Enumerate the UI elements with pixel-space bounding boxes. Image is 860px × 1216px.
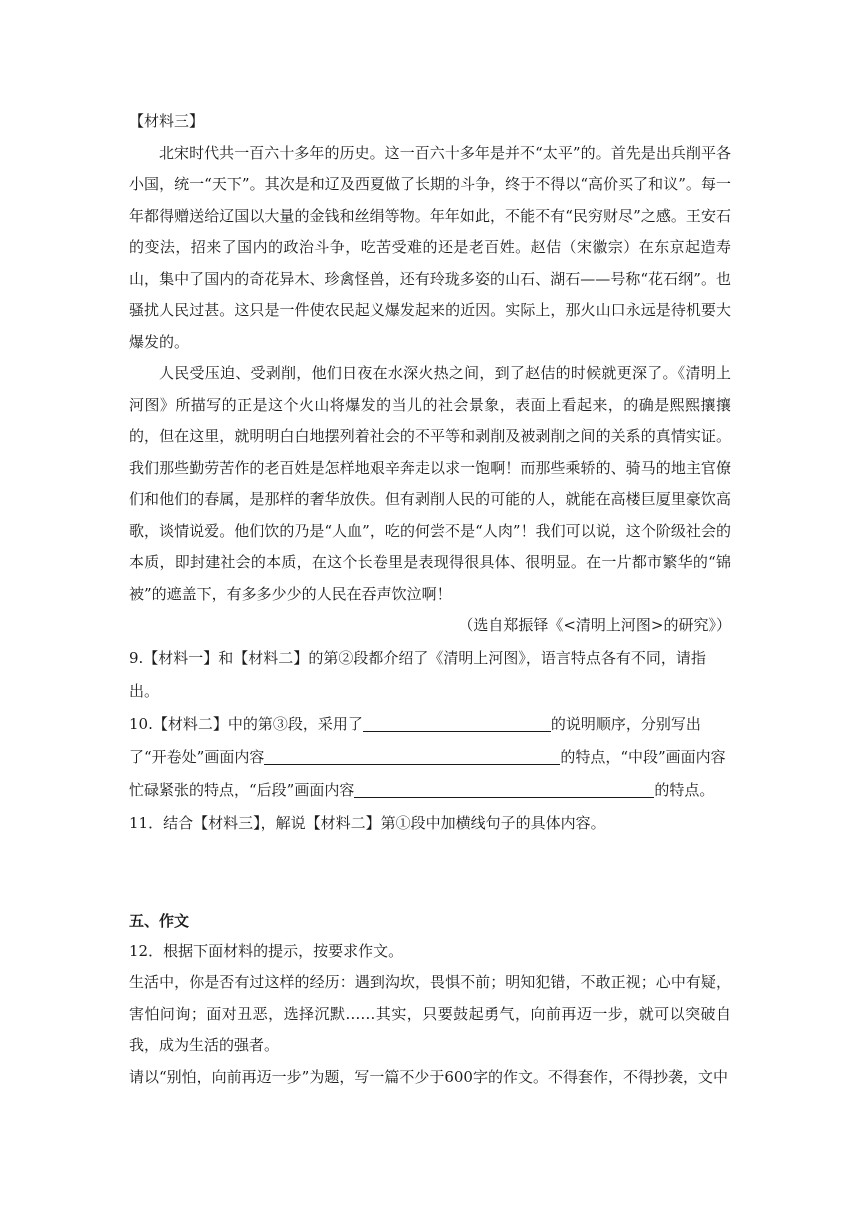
question-12: 12．根据下面材料的提示，按要求作文。: [129, 941, 404, 960]
composition-prompt: 生活中，你是否有过这样的经历：遇到沟坎，畏惧不前；明知犯错，不敢正视；心中有疑，害怕问询；面对丑恶，选择沉默……其实，只要鼓起勇气，向前再迈一步，就可以突破自我，成为生活的强者。: [129, 973, 731, 1054]
composition-requirement: 请以“别怕，向前再迈一步”为题，写一篇不少于600字的作文。不得套作，不得抄袭，文中: [129, 1067, 728, 1086]
question-10-part-a: 10.【材料二】中的第③段，采用了: [129, 714, 363, 733]
answer-blank-2[interactable]: [264, 746, 560, 765]
composition-heading: 五、作文: [129, 911, 190, 930]
question-10-part-c: 的特点，“中段”画面内容忙碌紧张的特点，“后段”画面内容: [129, 747, 726, 799]
answer-space: [129, 840, 731, 906]
material3-paragraph-1: 北宋时代共一百六十多年的历史。这一百六十多年是并不“太平”的。首先是出兵削平各小国，统一“天下”。其次是和辽及西夏做了长期的斗争，终于不得以“高价买了和议”。每一年都得赠送给辽国以大量的金钱和丝绢等物。年年如此，不能不有“民穷财尽”之感。王安石的变法，招来了国内的政治斗争，吃苦受难的还是老百姓。赵佶（宋徽宗）在东京起造寿山，集中了国内的奇花异木、珍禽怪兽，还有玲珑多姿的山石、湖石——号称“花石纲”。也骚扰人民过甚。这只是一件使农民起义爆发起来的近因。实际上，那火山口永远是待机要大爆发的。: [129, 143, 731, 351]
question-10-part-b: 的说明顺序，分别写出了“开卷处”画面内容: [129, 714, 701, 766]
question-10: [129, 708, 731, 807]
question-9: 9.【材料一】和【材料二】的第②段都介绍了《清明上河图》，语言特点各有不同，请指出。: [129, 648, 706, 700]
material3-heading: 【材料三】: [129, 112, 205, 130]
document-content: [129, 106, 731, 1093]
answer-blank-3[interactable]: [354, 779, 654, 798]
material3-paragraph-2: 人民受压迫、受剥削，他们日夜在水深火热之间，到了赵佶的时候就更深了。《清明上河图》所描写的正是这个火山将爆发的当儿的社会景象，表面上看起来，的确是熙熙攘攘的，但在这里，就明明白白地摆列着社会的不平等和剥削及被剥削之间的关系的真情实证。我们那些勤劳苦作的老百姓是怎样地艰辛奔走以求一饱啊！而那些乘轿的、骑马的地主官僚们和他们的春属，是那样的奢华放佚。但有剥削人民的可能的人，就能在高楼巨厦里豪饮高歌，谈情说爱。他们饮的乃是“人血”，吃的何尝不是“人肉”！我们可以说，这个阶级社会的本质，即封建社会的本质，在这个长卷里是表现得很具体、很明显。在一片都市繁华的“锦被”的遮盖下，有多多少少的人民在吞声饮泣啊！: [129, 364, 731, 603]
question-10-part-d: 的特点。: [654, 780, 715, 799]
material3-source: （选自郑振铎《<清明上河图>的研究》）: [458, 616, 731, 634]
question-11: 11．结合【材料三】，解说【材料二】第①段中加横线句子的具体内容。: [129, 813, 606, 832]
answer-blank-1[interactable]: [363, 713, 551, 732]
